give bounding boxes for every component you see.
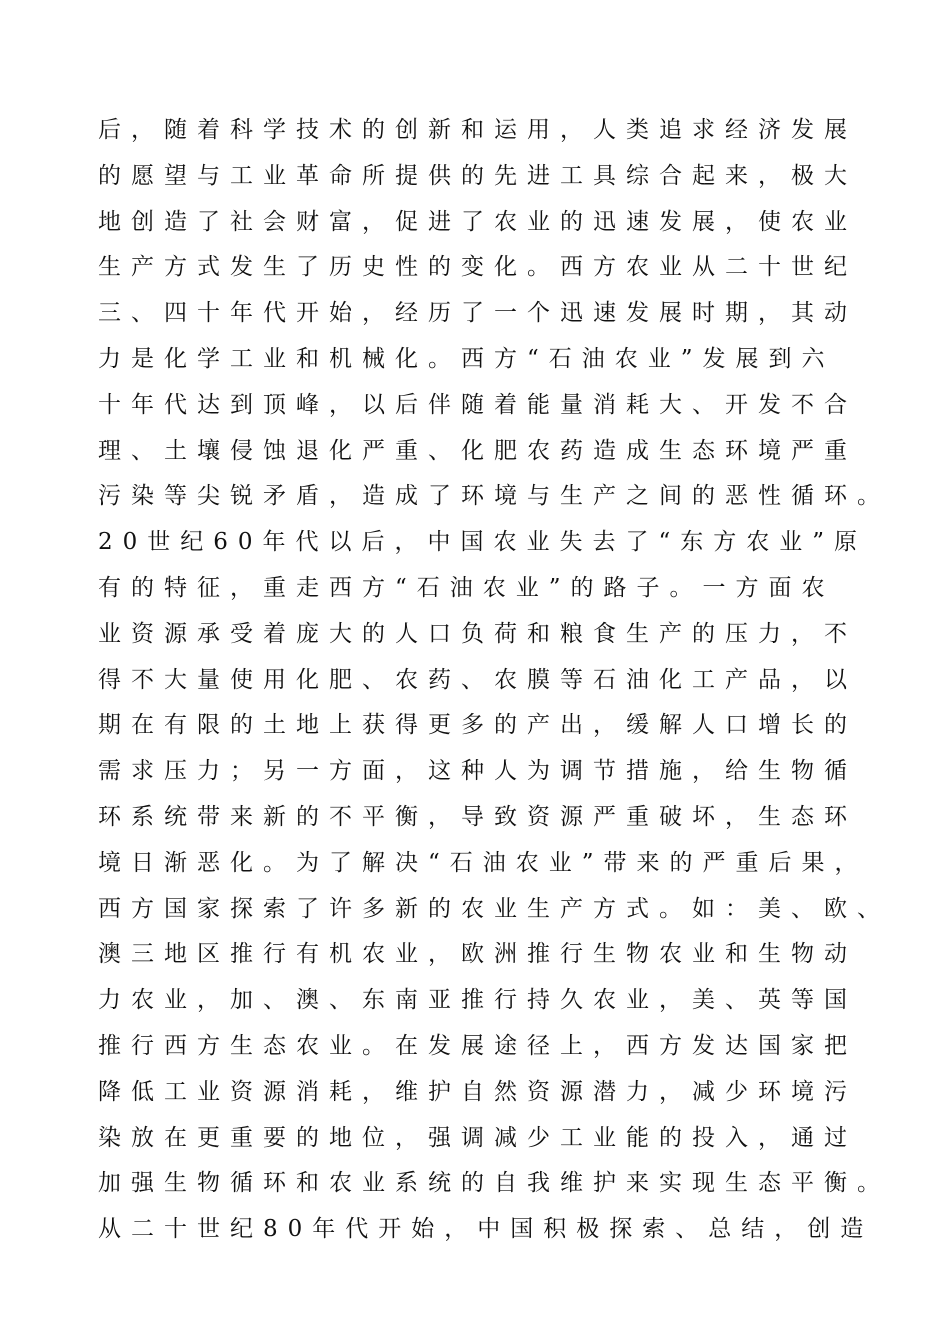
text-line: 期在有限的土地上获得更多的产出，缓解人口增长的: [98, 712, 857, 739]
body-text: [98, 108, 890, 1253]
text-line: 的愿望与工业革命所提供的先进工具综合起来，极大: [98, 162, 857, 189]
text-line: 业资源承受着庞大的人口负荷和粮食生产的压力，不: [98, 620, 857, 647]
text-line: 生产方式发生了历史性的变化。西方农业从二十世纪: [98, 254, 857, 281]
text-line: 从二十世纪80年代开始，中国积极探索、总结，创造: [98, 1216, 874, 1243]
text-line: 力是化学工业和机械化。西方“石油农业”发展到六: [98, 345, 835, 372]
text-line: 境日渐恶化。为了解决“石油农业”带来的严重后果，: [98, 849, 868, 876]
text-line: 得不大量使用化肥、农药、农膜等石油化工产品，以: [98, 666, 857, 693]
text-line: 环系统带来新的不平衡，导致资源严重破坏，生态环: [98, 803, 857, 830]
text-line: 污染等尖锐矛盾，造成了环境与生产之间的恶性循环。: [98, 483, 890, 510]
text-line: 力农业，加、澳、东南亚推行持久农业，美、英等国: [98, 987, 857, 1014]
text-line: 染放在更重要的地位，强调减少工业能的投入，通过: [98, 1124, 857, 1151]
text-line: 理、土壤侵蚀退化严重、化肥农药造成生态环境严重: [98, 437, 857, 464]
text-line: 西方国家探索了许多新的农业生产方式。如：美、欧、: [98, 895, 890, 922]
text-line: 降低工业资源消耗，维护自然资源潜力，减少环境污: [98, 1078, 857, 1105]
text-line: 三、四十年代开始，经历了一个迅速发展时期，其动: [98, 300, 857, 327]
text-line: 需求压力；另一方面，这种人为调节措施，给生物循: [98, 758, 857, 785]
text-line: 推行西方生态农业。在发展途径上，西方发达国家把: [98, 1032, 857, 1059]
text-line: 地创造了社会财富，促进了农业的迅速发展，使农业: [98, 208, 857, 235]
text-line: 20世纪60年代以后，中国农业失去了“东方农业”原: [98, 529, 868, 556]
text-line: 后，随着科学技术的创新和运用，人类追求经济发展: [98, 117, 857, 143]
text-line: 十年代达到顶峰，以后伴随着能量消耗大、开发不合: [98, 391, 857, 418]
text-line: 有的特征，重走西方“石油农业”的路子。一方面农: [98, 574, 835, 601]
text-line: 加强生物循环和农业系统的自我维护来实现生态平衡。: [98, 1170, 890, 1197]
text-line: 澳三地区推行有机农业，欧洲推行生物农业和生物动: [98, 941, 857, 968]
